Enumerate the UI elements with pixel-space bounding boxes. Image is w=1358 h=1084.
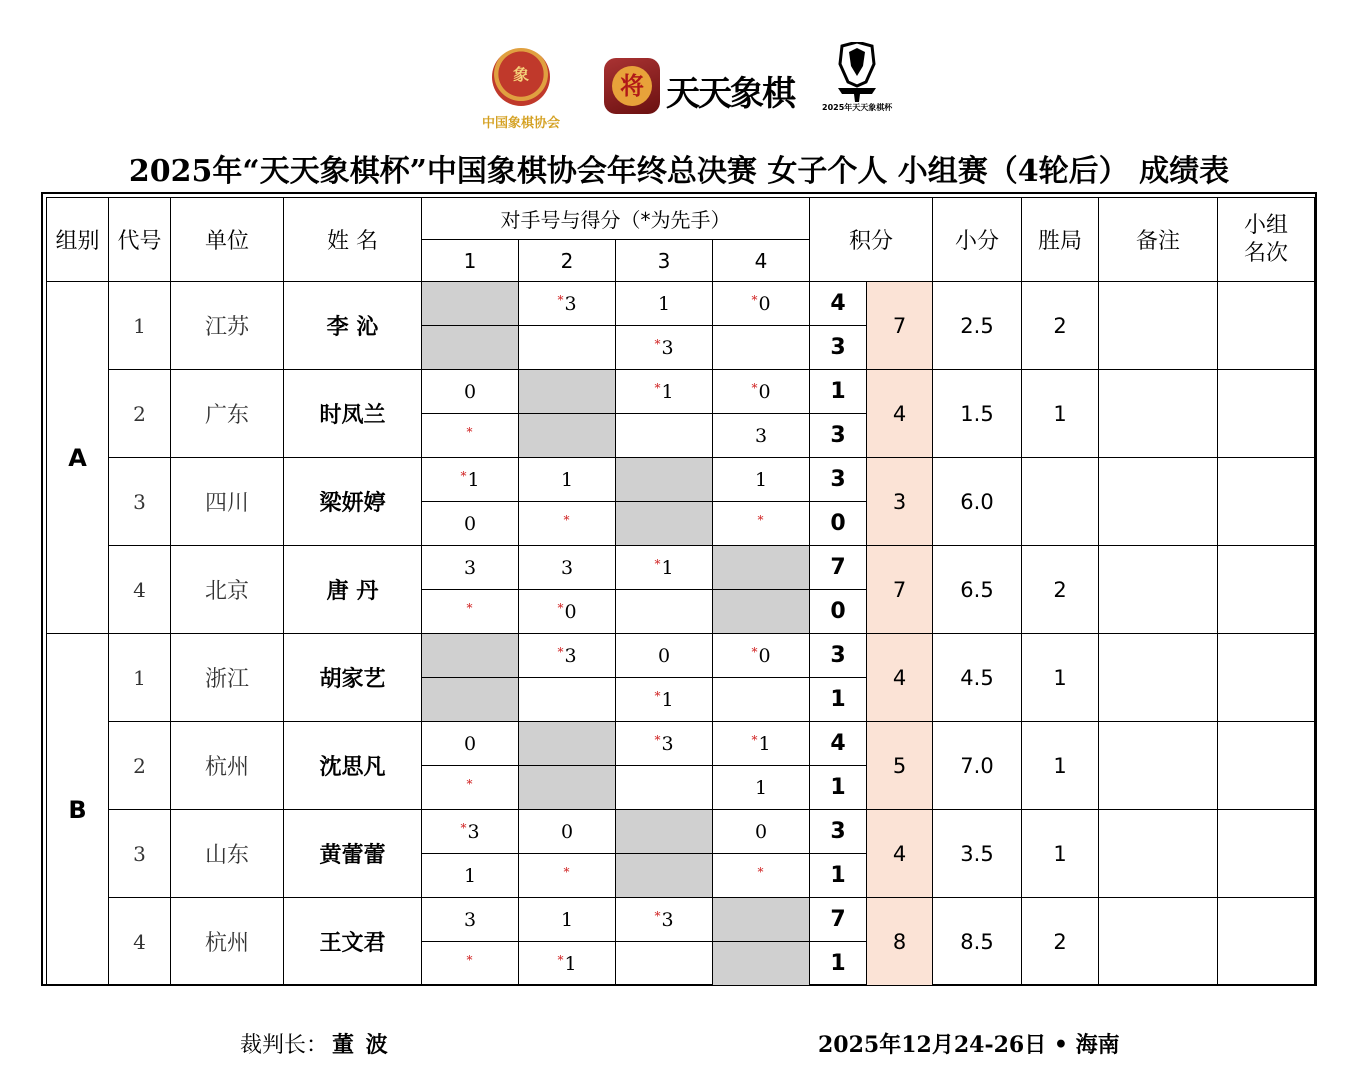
player-rank <box>1218 634 1315 722</box>
score-cell <box>519 370 616 414</box>
table-row <box>47 370 1315 414</box>
header-code: 代号 <box>109 198 171 282</box>
score-value: 1 <box>657 292 671 315</box>
score-value: 0 <box>463 732 477 755</box>
player-minor-score: 6.0 <box>933 458 1022 546</box>
table-row <box>47 810 1315 854</box>
player-points: 7 <box>867 546 933 634</box>
score-cell <box>616 282 713 326</box>
player-points: 8 <box>867 898 933 986</box>
header-opponents: 对手号与得分（*为先手） <box>422 198 810 240</box>
first-move-marker: * <box>654 688 661 703</box>
sub-score: 1 <box>810 370 867 414</box>
sub-score: 1 <box>810 854 867 898</box>
player-points: 4 <box>867 370 933 458</box>
first-move-marker: * <box>460 820 467 835</box>
tiantian-text: 天天象棋 <box>666 74 794 114</box>
player-rank <box>1218 546 1315 634</box>
score-value: 3 <box>661 908 674 931</box>
player-unit: 浙江 <box>171 634 284 722</box>
cup-text: 2025年天天象棋杯 <box>822 103 893 112</box>
score-value: 0 <box>758 292 771 315</box>
score-value: 3 <box>754 424 768 447</box>
score-cell <box>713 458 810 502</box>
sub-score: 3 <box>810 458 867 502</box>
player-unit: 江苏 <box>171 282 284 370</box>
score-cell <box>519 502 616 546</box>
sub-score: 4 <box>810 282 867 326</box>
score-cell <box>713 678 810 722</box>
score-value: 3 <box>661 732 674 755</box>
first-move-marker: * <box>654 908 661 923</box>
player-name: 沈思凡 <box>284 722 422 810</box>
score-cell <box>422 326 519 370</box>
score-cell <box>616 898 713 942</box>
score-cell <box>713 546 810 590</box>
score-cell <box>713 898 810 942</box>
score-cell <box>422 282 519 326</box>
player-name: 胡家艺 <box>284 634 422 722</box>
player-code: 1 <box>109 282 171 370</box>
player-remarks <box>1099 546 1218 634</box>
player-code: 4 <box>109 898 171 986</box>
score-cell <box>422 678 519 722</box>
player-name: 李 沁 <box>284 282 422 370</box>
player-name: 梁妍婷 <box>284 458 422 546</box>
header-rank <box>1218 198 1315 282</box>
first-move-marker: * <box>654 732 661 747</box>
player-code: 2 <box>109 722 171 810</box>
score-cell <box>519 590 616 634</box>
player-code: 2 <box>109 370 171 458</box>
chess-piece-icon <box>604 58 660 114</box>
score-cell <box>422 458 519 502</box>
score-cell <box>519 766 616 810</box>
sub-score: 3 <box>810 810 867 854</box>
score-cell <box>713 326 810 370</box>
header-round-4: 4 <box>713 240 810 282</box>
player-code: 3 <box>109 810 171 898</box>
player-minor-score: 7.0 <box>933 722 1022 810</box>
score-cell <box>519 942 616 986</box>
first-move-marker: * <box>557 600 564 615</box>
player-minor-score: 8.5 <box>933 898 1022 986</box>
score-value: 0 <box>657 644 671 667</box>
score-cell <box>519 326 616 370</box>
score-value: 0 <box>754 820 768 843</box>
first-move-marker: * <box>466 424 473 439</box>
first-move-marker: * <box>751 292 758 307</box>
chief-referee <box>240 1028 390 1059</box>
table-row <box>47 458 1315 502</box>
score-value: 1 <box>467 468 480 491</box>
player-remarks <box>1099 634 1218 722</box>
first-move-marker: * <box>751 644 758 659</box>
header-round-1: 1 <box>422 240 519 282</box>
player-wins <box>1022 458 1099 546</box>
results-table <box>46 197 1315 986</box>
group-label: B <box>47 634 109 986</box>
score-cell <box>616 458 713 502</box>
first-move-marker: * <box>751 380 758 395</box>
score-cell <box>713 854 810 898</box>
player-rank <box>1218 458 1315 546</box>
score-cell <box>519 634 616 678</box>
score-cell <box>422 854 519 898</box>
header-unit: 单位 <box>171 198 284 282</box>
cxa-seal-icon <box>492 48 550 106</box>
player-unit: 杭州 <box>171 722 284 810</box>
score-value: 1 <box>758 732 771 755</box>
score-cell <box>519 678 616 722</box>
score-cell <box>422 634 519 678</box>
player-rank <box>1218 898 1315 986</box>
player-remarks <box>1099 282 1218 370</box>
player-remarks <box>1099 898 1218 986</box>
sub-score: 3 <box>810 414 867 458</box>
player-wins: 2 <box>1022 282 1099 370</box>
player-remarks <box>1099 370 1218 458</box>
cxa-name: 中国象棋协会 <box>481 116 560 131</box>
score-value: 1 <box>560 468 574 491</box>
player-remarks <box>1099 810 1218 898</box>
player-wins: 1 <box>1022 722 1099 810</box>
player-code: 1 <box>109 634 171 722</box>
score-cell <box>616 414 713 458</box>
score-cell <box>519 546 616 590</box>
first-move-marker: * <box>563 864 570 879</box>
player-unit: 四川 <box>171 458 284 546</box>
header-round-3: 3 <box>616 240 713 282</box>
score-cell <box>422 766 519 810</box>
sub-score: 0 <box>810 590 867 634</box>
header-round-2: 2 <box>519 240 616 282</box>
first-move-marker: * <box>557 952 564 967</box>
score-value: 3 <box>463 908 477 931</box>
first-move-marker: * <box>460 468 467 483</box>
player-wins: 2 <box>1022 898 1099 986</box>
score-cell <box>713 634 810 678</box>
score-cell <box>616 722 713 766</box>
score-cell <box>422 722 519 766</box>
player-name: 唐 丹 <box>284 546 422 634</box>
player-rank <box>1218 722 1315 810</box>
score-value: 1 <box>661 688 674 711</box>
score-cell <box>713 370 810 414</box>
score-value: 3 <box>467 820 480 843</box>
score-value: 0 <box>758 644 771 667</box>
score-cell <box>713 414 810 458</box>
first-move-marker: * <box>557 644 564 659</box>
player-wins: 1 <box>1022 634 1099 722</box>
table-row <box>47 546 1315 590</box>
first-move-marker: * <box>466 776 473 791</box>
first-move-marker: * <box>654 336 661 351</box>
score-cell <box>616 942 713 986</box>
date-place: 2025年12月24-26日 • 海南 <box>818 1032 1120 1058</box>
cxa-seal-text: 象 <box>512 65 529 84</box>
tiantian-logo <box>604 58 804 118</box>
player-minor-score: 2.5 <box>933 282 1022 370</box>
score-value: 3 <box>564 644 577 667</box>
score-cell <box>616 678 713 722</box>
table-row <box>47 722 1315 766</box>
sub-score: 0 <box>810 502 867 546</box>
sub-score: 1 <box>810 942 867 986</box>
player-unit: 北京 <box>171 546 284 634</box>
cxa-logo <box>466 48 576 138</box>
group-label: A <box>47 282 109 634</box>
score-value: 0 <box>463 512 477 535</box>
score-value: 1 <box>661 556 674 579</box>
player-remarks <box>1099 722 1218 810</box>
score-value: 1 <box>661 380 674 403</box>
score-cell <box>616 370 713 414</box>
score-cell <box>519 722 616 766</box>
score-cell <box>422 942 519 986</box>
sub-score: 3 <box>810 634 867 678</box>
trophy-icon <box>834 42 880 102</box>
score-cell <box>616 326 713 370</box>
score-cell <box>422 502 519 546</box>
score-cell <box>422 810 519 854</box>
sub-score: 3 <box>810 326 867 370</box>
score-cell <box>713 942 810 986</box>
score-value: 1 <box>463 864 477 887</box>
score-cell <box>616 810 713 854</box>
header-rank-line1: 小组 <box>1243 212 1288 238</box>
page-title: 2025年“天天象棋杯”中国象棋协会年终总决赛 女子个人 小组赛（4轮后） 成绩表 <box>128 154 1230 189</box>
chess-piece-char: 将 <box>612 66 652 106</box>
score-cell <box>519 414 616 458</box>
first-move-marker: * <box>563 512 570 527</box>
score-value: 3 <box>463 556 477 579</box>
player-unit: 杭州 <box>171 898 284 986</box>
first-move-marker: * <box>757 512 764 527</box>
first-move-marker: * <box>466 952 473 967</box>
header-remarks: 备注 <box>1099 198 1218 282</box>
cup-logo <box>822 42 892 134</box>
score-cell <box>713 282 810 326</box>
player-rank <box>1218 282 1315 370</box>
score-cell <box>616 502 713 546</box>
player-unit: 山东 <box>171 810 284 898</box>
score-cell <box>422 414 519 458</box>
first-move-marker: * <box>654 556 661 571</box>
player-wins: 1 <box>1022 810 1099 898</box>
player-points: 3 <box>867 458 933 546</box>
player-name: 王文君 <box>284 898 422 986</box>
score-value: 0 <box>463 380 477 403</box>
first-move-marker: * <box>466 600 473 615</box>
score-cell <box>422 370 519 414</box>
header-points: 积分 <box>810 198 933 282</box>
player-name: 时凤兰 <box>284 370 422 458</box>
player-points: 4 <box>867 810 933 898</box>
score-value: 3 <box>560 556 574 579</box>
first-move-marker: * <box>557 292 564 307</box>
score-cell <box>713 810 810 854</box>
player-points: 4 <box>867 634 933 722</box>
player-name: 黄蕾蕾 <box>284 810 422 898</box>
score-value: 0 <box>564 600 577 623</box>
score-cell <box>422 590 519 634</box>
player-minor-score: 4.5 <box>933 634 1022 722</box>
score-value: 0 <box>758 380 771 403</box>
score-cell <box>422 546 519 590</box>
player-minor-score: 6.5 <box>933 546 1022 634</box>
player-wins: 1 <box>1022 370 1099 458</box>
score-value: 0 <box>560 820 574 843</box>
score-cell <box>713 590 810 634</box>
score-cell <box>519 282 616 326</box>
score-value: 3 <box>661 336 674 359</box>
score-cell <box>616 546 713 590</box>
first-move-marker: * <box>757 864 764 879</box>
table-row <box>47 634 1315 678</box>
player-code: 4 <box>109 546 171 634</box>
player-points: 5 <box>867 722 933 810</box>
player-minor-score: 1.5 <box>933 370 1022 458</box>
sub-score: 4 <box>810 722 867 766</box>
chief-name: 董 波 <box>332 1032 390 1058</box>
table-row <box>47 282 1315 326</box>
table-row <box>47 898 1315 942</box>
player-remarks <box>1099 458 1218 546</box>
score-value: 3 <box>564 292 577 315</box>
player-code: 3 <box>109 458 171 546</box>
score-cell <box>616 634 713 678</box>
player-points: 7 <box>867 282 933 370</box>
score-cell <box>616 590 713 634</box>
sub-score: 1 <box>810 678 867 722</box>
player-minor-score: 3.5 <box>933 810 1022 898</box>
sub-score: 1 <box>810 766 867 810</box>
first-move-marker: * <box>654 380 661 395</box>
score-cell <box>519 810 616 854</box>
player-rank <box>1218 370 1315 458</box>
player-unit: 广东 <box>171 370 284 458</box>
logo-bar <box>0 40 1358 136</box>
header-minor: 小分 <box>933 198 1022 282</box>
player-wins: 2 <box>1022 546 1099 634</box>
sub-score: 7 <box>810 898 867 942</box>
header-wins: 胜局 <box>1022 198 1099 282</box>
header-group: 组别 <box>47 198 109 282</box>
chief-label: 裁判长： <box>240 1033 329 1058</box>
score-cell <box>616 766 713 810</box>
first-move-marker: * <box>751 732 758 747</box>
score-cell <box>713 766 810 810</box>
player-rank <box>1218 810 1315 898</box>
score-value: 1 <box>754 776 768 799</box>
score-cell <box>519 898 616 942</box>
score-cell <box>713 502 810 546</box>
score-value: 1 <box>754 468 768 491</box>
header-name: 姓 名 <box>284 198 422 282</box>
score-cell <box>519 458 616 502</box>
score-cell <box>519 854 616 898</box>
score-cell <box>713 722 810 766</box>
sub-score: 7 <box>810 546 867 590</box>
score-cell <box>616 854 713 898</box>
header-rank-line2: 名次 <box>1243 240 1288 266</box>
score-cell <box>422 898 519 942</box>
results-table-frame <box>41 192 1317 986</box>
score-value: 1 <box>564 952 577 975</box>
score-value: 1 <box>560 908 574 931</box>
